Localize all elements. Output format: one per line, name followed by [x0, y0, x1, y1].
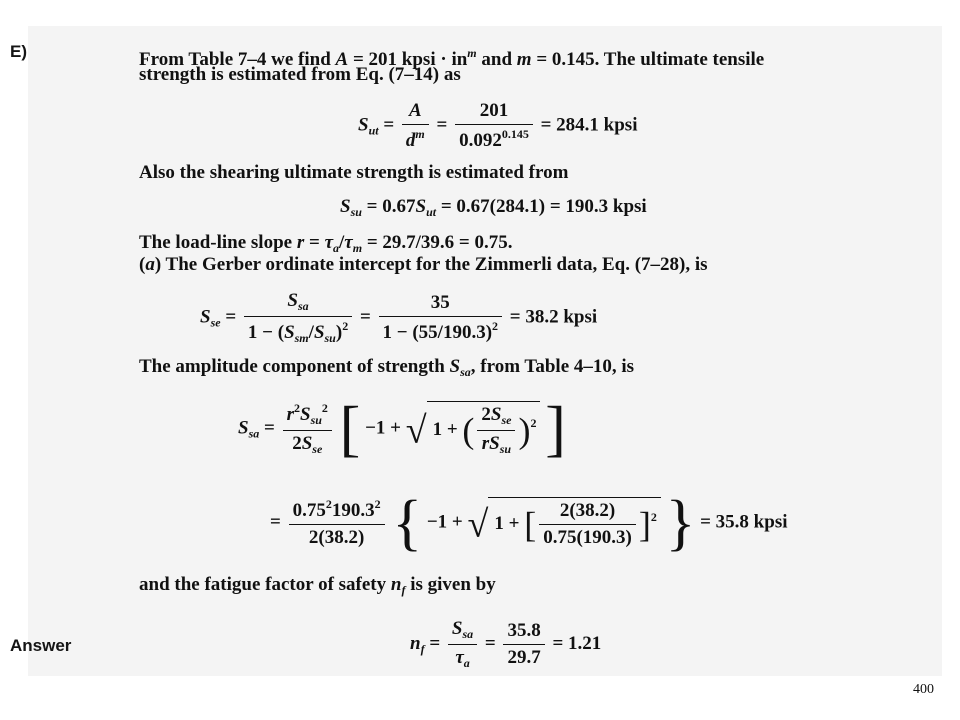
paragraph-gerber: (a) The Gerber ordinate intercept for the Zimmerli data, Eq. (7–28), is: [139, 254, 708, 275]
example-label: E): [10, 42, 27, 61]
paragraph-intro-line2: strength is estimated from Eq. (7–14) as: [139, 64, 461, 85]
page-number: 400: [913, 682, 934, 697]
equation-sse: $S_{se}$ = $\frac{S_{sa}}{1 - (S_{sm}/S_{su})^2}$ = $\frac{35}{1 - (55/190.3)^2}$ = 38.2 kpsi: [200, 290, 598, 345]
equation-ssa-numeric: = $\frac{0.75^2190.3^2}{2(38.2)}$ { −1 + √ 1 + [ $\frac{2(38.2)}{0.75(190.3)}$ ]$^2$ } = 35.8 kpsi: [270, 489, 788, 557]
paragraph-load-line: The load-line slope $r = \tau_a/\tau_m = 29.7/39.6 = 0.75$.: [139, 232, 513, 255]
paragraph-fatigue-factor: and the fatigue factor of safety $n_f$ is given by: [139, 574, 496, 597]
equation-nf: $n_f$ = $\frac{S_{sa}}{\tau_a}$ = $\frac{35.8}{29.7}$ = 1.21: [410, 618, 602, 670]
equation-sut: $S_{ut}$ = $\frac{A}{d^m}$ = $\frac{201}{0.092^{0.145}}$ = 284.1 kpsi: [358, 100, 638, 151]
answer-label: Answer: [10, 636, 72, 655]
paragraph-amplitude: The amplitude component of strength $S_{sa}$, from Table 4–10, is: [139, 356, 635, 379]
equation-ssu: $S_{su} = 0.67S_{ut} = 0.67(284.1) = 190.3$ kpsi: [340, 196, 647, 219]
equation-ssa-formula: $S_{sa}$ = $\frac{r^2S_{su}^2}{2S_{se}}$ [ −1 + √ 1 + ( $\frac{2S_{se}}{rS_{su}}$ )$^2$ ]: [238, 395, 566, 463]
paragraph-shearing: Also the shearing ultimate strength is estimated from: [139, 162, 569, 183]
paragraph-intro-line1: From Table 7–4 we find A = 201 kpsi · $in^m$ and m = 0.145. The ultimate tensile: [139, 46, 765, 70]
